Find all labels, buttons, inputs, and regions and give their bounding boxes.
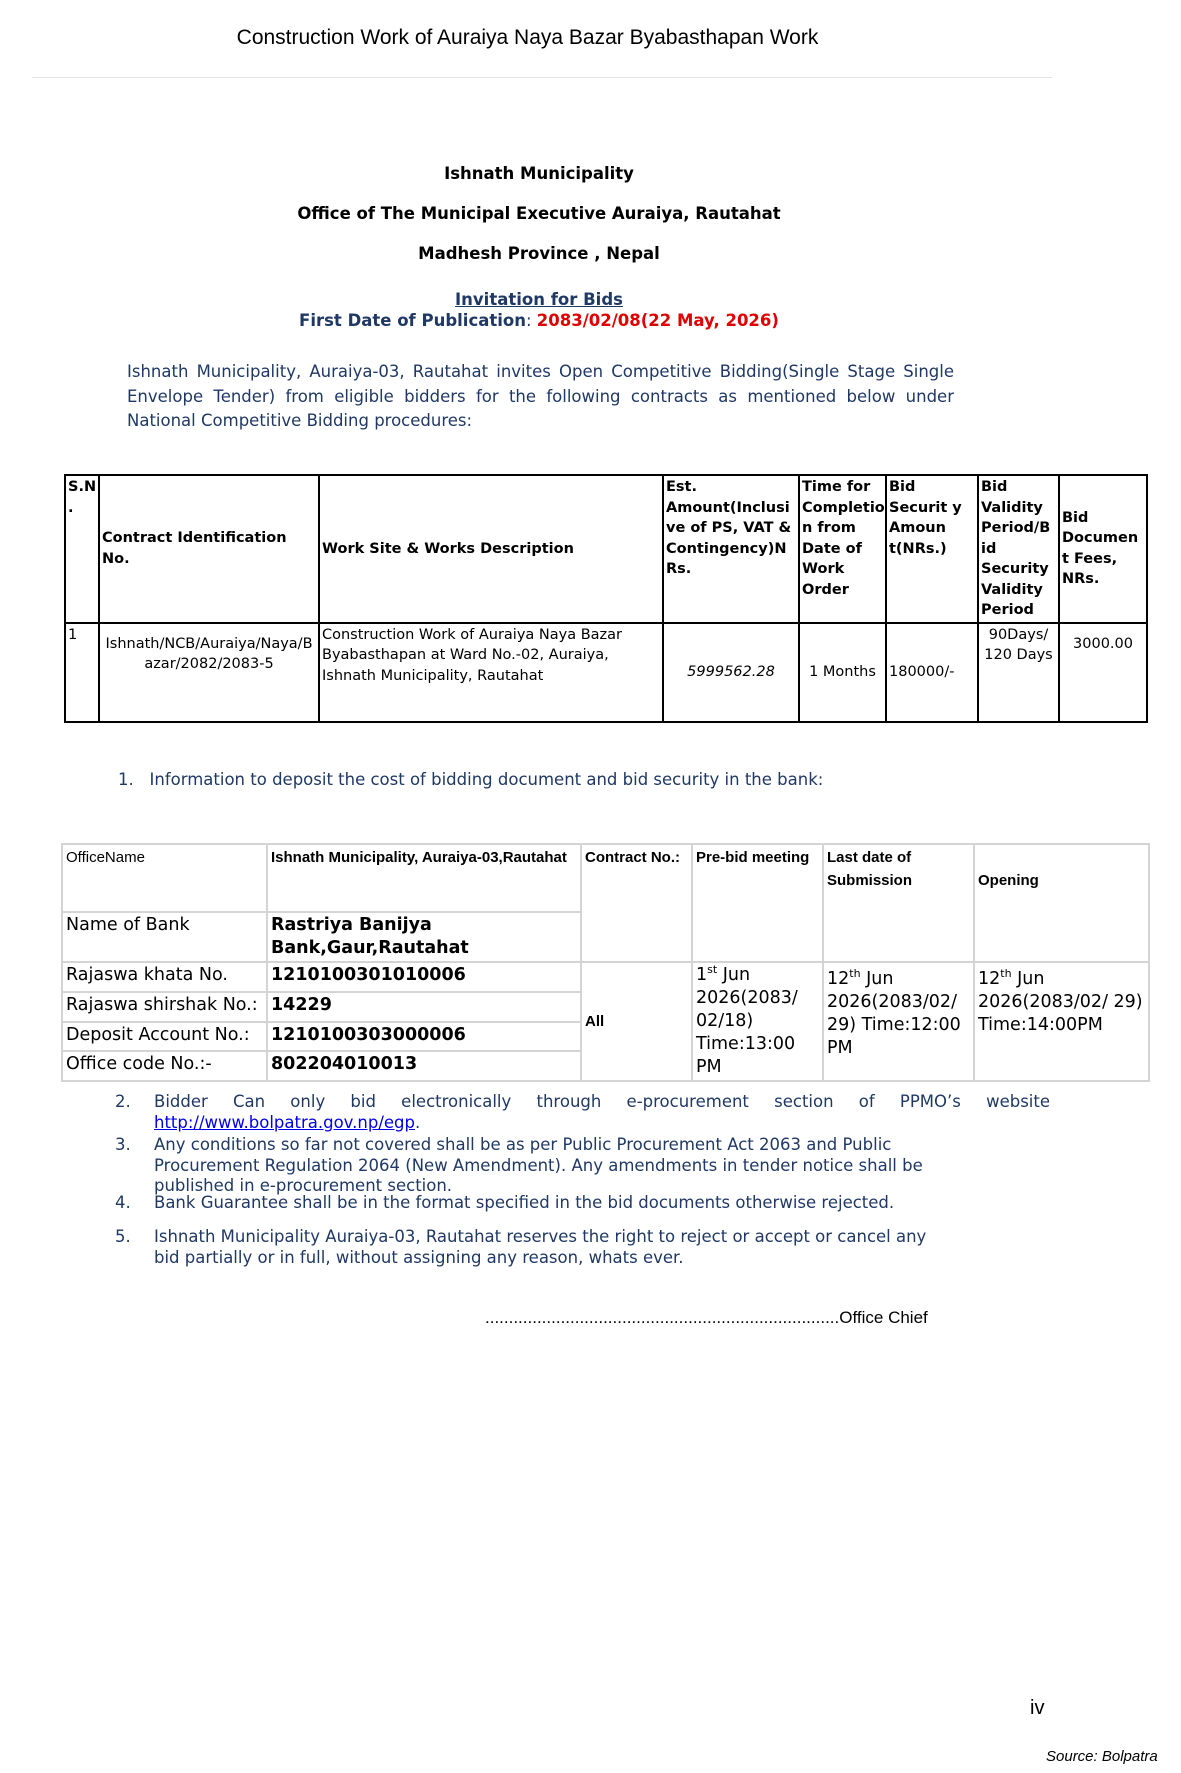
note-number: 3.	[115, 1135, 131, 1154]
header-completion-time: Time for Completio n from Date of Work Order	[799, 475, 886, 623]
shirshak-label: Rajaswa shirshak No.:	[62, 992, 267, 1022]
opening-day: 12	[978, 969, 1001, 989]
row-sn: 1	[65, 623, 99, 722]
bank-info-text: Information to deposit the cost of bidding document and bid security in the bank:	[149, 770, 824, 789]
contracts-table	[64, 474, 1148, 723]
header-est-amount: Est. Amount(Inclusi ve of PS, VAT & Contingency)N Rs.	[663, 475, 799, 623]
bank-header-row	[62, 844, 1149, 912]
bank-info-number: 1.	[118, 770, 134, 789]
row-contract-id: Ishnath/NCB/Auraiya/Naya/Bazar/2082/2083-5	[99, 623, 319, 722]
page-number: iv	[1030, 1697, 1045, 1719]
note-text: Bank Guarantee shall be in the format specified in the bid documents otherwise rejected.	[154, 1192, 895, 1212]
bank-name-label: Name of Bank	[62, 912, 267, 962]
bolpatra-link[interactable]: http://www.bolpatra.gov.np/egp	[154, 1112, 415, 1132]
last-date-label: Last date of Submission	[823, 844, 974, 962]
list-item	[112, 1092, 1050, 1133]
source-credit: Source: Bolpatra	[1046, 1748, 1158, 1765]
khata-row	[62, 962, 1149, 992]
municipality-name: Ishnath Municipality	[444, 164, 634, 183]
publication-date-line	[0, 311, 1078, 330]
row-description: Construction Work of Auraiya Naya Bazar Byabasthapan at Ward No.-02, Auraiya, Ishnath Municipality, Rautahat	[319, 623, 663, 722]
opening-value	[974, 962, 1149, 1081]
note-number: 5.	[115, 1227, 131, 1246]
deposit-label: Deposit Account No.:	[62, 1022, 267, 1052]
officecode-label: Office code No.:-	[62, 1051, 267, 1081]
note-text: Any conditions so far not covered shall be as per Public Procurement Act 2063 and Public Procurement Regulation 2064 (New Amendment). Any amendments in tender notice shall be published in e-procurement section.	[154, 1135, 923, 1195]
submission-day: 12	[827, 969, 850, 989]
header-contract-id: Contract Identification No.	[99, 475, 319, 623]
list-item	[112, 1135, 1050, 1197]
opening-label: Opening	[974, 844, 1149, 962]
bank-info-heading	[118, 770, 823, 789]
signature-line	[485, 1308, 928, 1328]
submission-suffix: th	[849, 967, 861, 981]
row-completion-time: 1 Months	[799, 623, 886, 722]
bank-name-value: Rastriya Banijya Bank,Gaur,Rautahat	[267, 912, 581, 962]
bank-info-table	[61, 843, 1150, 1082]
prebid-value	[692, 962, 823, 1081]
page-header-title: Construction Work of Auraiya Naya Bazar Byabasthapan Work	[236, 26, 819, 49]
submission-rest: Jun 2026(2083/02/ 29) Time:12:00 PM	[827, 969, 961, 1058]
publication-date: 2083/02/08(22 May, 2026)	[536, 311, 779, 330]
header-bid-validity: Bid Validity Period/B id Security Validity Period	[978, 475, 1059, 623]
header-divider	[32, 77, 1052, 78]
prebid-label: Pre-bid meeting	[692, 844, 823, 962]
header-doc-fees: Bid Documen t Fees, NRs.	[1059, 475, 1147, 623]
list-item	[112, 1227, 1050, 1268]
shirshak-value: 14229	[267, 992, 581, 1022]
link-tail: .	[415, 1112, 421, 1132]
officecode-value: 802204010013	[267, 1051, 581, 1081]
contract-no-value: All	[581, 962, 692, 1081]
table-row	[65, 623, 1147, 722]
prebid-rest: Jun 2026(2083/ 02/18) Time:13:00 PM	[696, 965, 798, 1077]
opening-suffix: th	[1000, 967, 1012, 981]
header-work-site: Work Site & Works Description	[319, 475, 663, 623]
row-amount: 5999562.28	[663, 623, 799, 722]
note-text: Ishnath Municipality Auraiya-03, Rautahat reserves the right to reject or accept or cancel any bid partially or in full, without assigning any reason, whats ever.	[154, 1227, 927, 1267]
notes-list	[112, 1092, 1050, 1268]
publication-label: First Date of Publication	[299, 311, 526, 330]
office-name: Office of The Municipal Executive Auraiya, Rautahat	[297, 204, 781, 223]
header-sn: S.N .	[65, 475, 99, 623]
contract-no-label: Contract No.:	[581, 844, 692, 962]
signature-title: Office Chief	[839, 1308, 928, 1327]
submission-value	[823, 962, 974, 1081]
header-bid-security: Bid Securit y Amoun t(NRs.)	[886, 475, 978, 623]
publication-separator: :	[525, 311, 537, 330]
list-item	[112, 1193, 1050, 1214]
row-doc-fees: 3000.00	[1059, 623, 1147, 722]
note-number: 2.	[115, 1092, 131, 1111]
khata-label: Rajaswa khata No.	[62, 962, 267, 992]
opening-rest: Jun 2026(2083/02/ 29) Time:14:00PM	[978, 969, 1143, 1035]
prebid-day: 1	[696, 965, 708, 985]
province-name: Madhesh Province , Nepal	[418, 244, 660, 263]
row-validity: 90Days/ 120 Days	[978, 623, 1059, 722]
khata-value: 1210100301010006	[267, 962, 581, 992]
contracts-header-row	[65, 475, 1147, 623]
row-bid-security: 180000/-	[886, 623, 978, 722]
office-name-value: Ishnath Municipality, Auraiya-03,Rautahat	[267, 844, 581, 912]
signature-dots: ...........................................................................	[485, 1308, 840, 1327]
note-text: Bidder Can only bid electronically through e-procurement section of PPMO’s website	[154, 1092, 1050, 1111]
intro-paragraph: Ishnath Municipality, Auraiya-03, Rautahat invites Open Competitive Bidding(Single Stage Single Envelope Tender) from eligible bidders for the following contracts as mentioned below under National Competitive Bidding procedures:	[127, 362, 954, 430]
prebid-suffix: st	[707, 963, 718, 977]
office-name-label: OfficeName	[62, 844, 267, 912]
deposit-value: 1210100303000006	[267, 1022, 581, 1052]
notice-title: Invitation for Bids	[455, 290, 623, 309]
note-number: 4.	[115, 1192, 131, 1212]
